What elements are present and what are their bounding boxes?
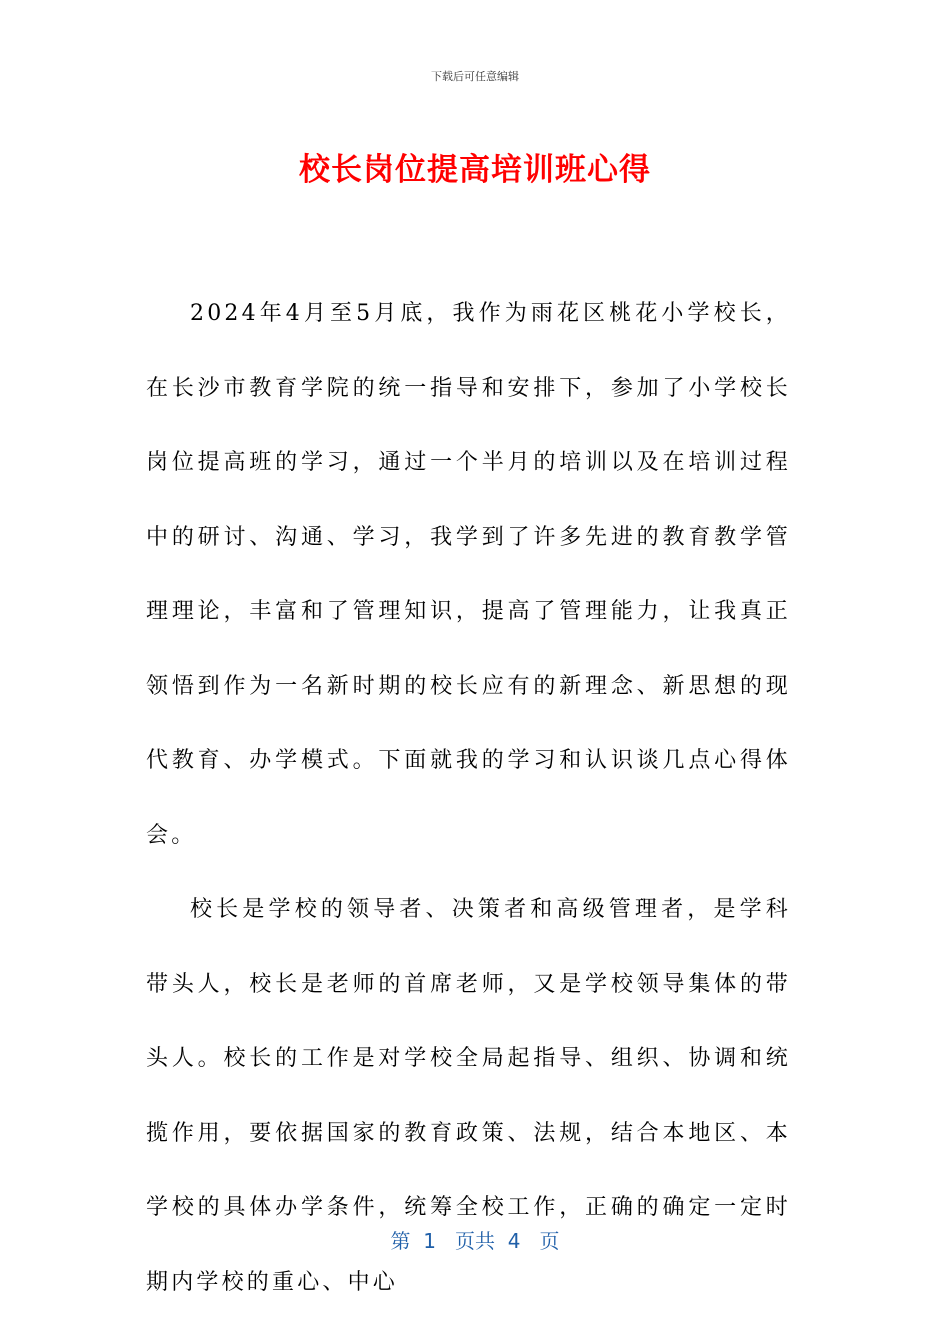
paragraph: 校长是学校的领导者、决策者和高级管理者，是学科带头人，校长是老师的首席老师，又是学校领导集体的带头人。校长的工作是对学校全局起指导、组织、协调和统揽作用，要依据国家的教育政策、法规，结合本地区、本学校的具体办学条件，统筹全校工作，正确的确定一定时期内学校的重心、中心 bbox=[146, 897, 791, 1295]
page-number-footer: 第 1 页共 4 页 bbox=[390, 1229, 560, 1253]
paragraph: 2024年4月至5月底，我作为雨花区桃花小学校长，在长沙市教育学院的统一指导和安排下，参加了小学校长岗位提高班的学习，通过一个半月的培训以及在培训过程中的研讨、沟通、学习，我学到了许多先进的教育教学管理理论，丰富和了管理知识，提高了管理能力，让我真正领悟到作为一名新时期的校长应有的新理念、新思想的现代教育、办学模式。下面就我的学习和认识谈几点心得体会。 bbox=[146, 301, 791, 848]
header-note: 下载后可任意编辑 bbox=[431, 70, 519, 83]
document-body bbox=[146, 277, 791, 1320]
document-title: 校长岗位提高培训班心得 bbox=[299, 152, 651, 188]
